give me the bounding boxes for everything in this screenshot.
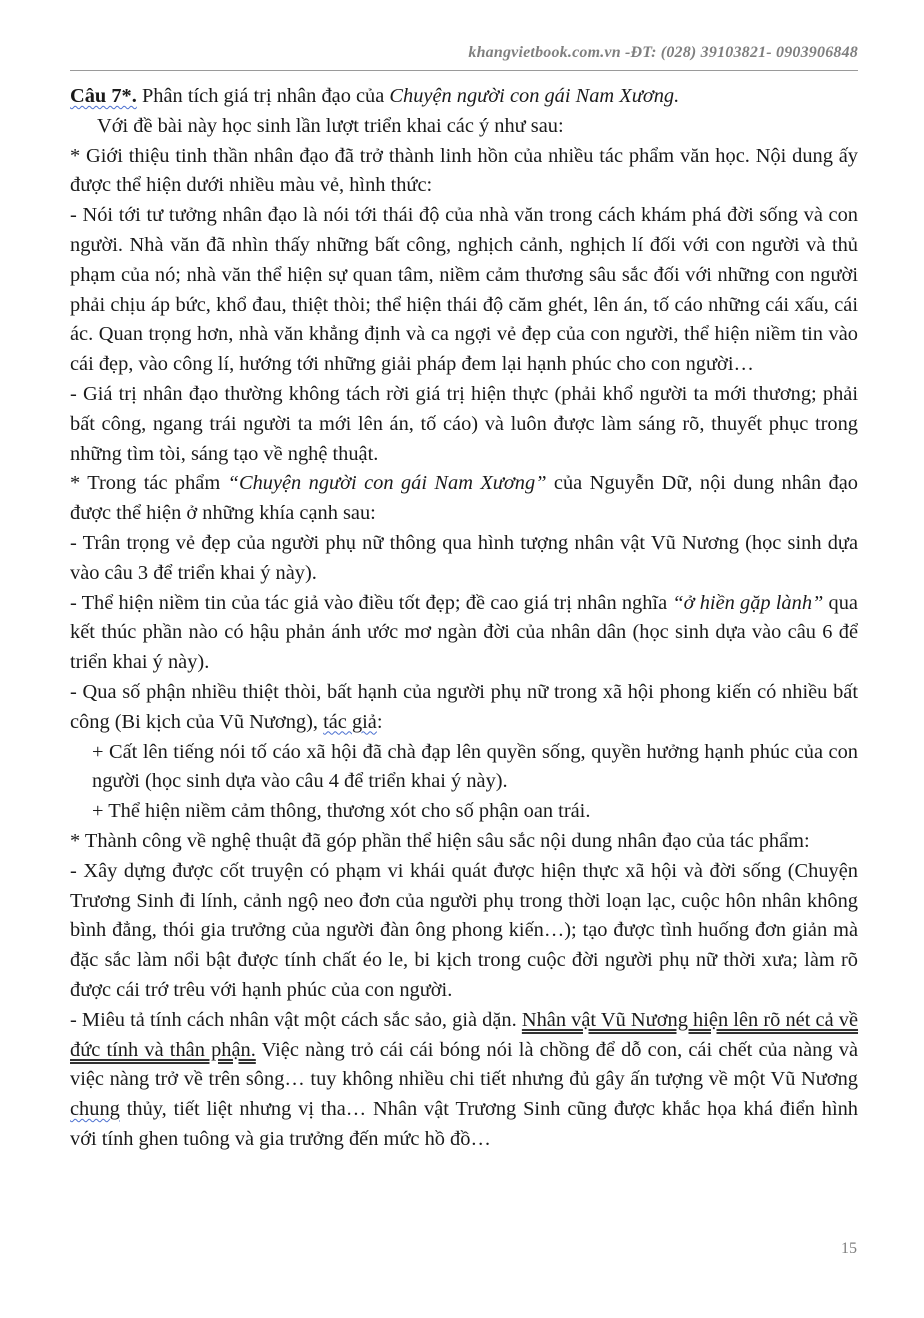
italic-quote: “ở hiền gặp lành” [672,591,824,614]
italic-work-title: “Chuyện người con gái Nam Xương” [227,472,547,495]
question-label: Câu 7*. [70,85,137,107]
document-body [70,82,858,1155]
text-segment: : [376,710,383,733]
paragraph-star-3: * Thành công về nghệ thuật đã góp phần thể hiện sâu sắc nội dung nhân đạo của tác phẩm: [70,829,810,852]
paragraph-dash-4 [70,589,858,678]
text-segment: - Thể hiện niềm tin của tác giả vào điều tốt đẹp; đề cao giá trị nhân nghĩa [70,591,673,614]
paragraph-intro: Với đề bài này học sinh lần lượt triển khai các ý như sau: [97,114,564,137]
paragraph-star-1: * Giới thiệu tinh thần nhân đạo đã trở thành linh hồn của nhiều tác phẩm văn học. Nội dung ấy được thể hiện dưới nhiều màu vẻ, hình thức: [70,144,858,197]
text-segment: Việc nàng trỏ cái cái bóng nói là chồng để dỗ con, cái chết của nàng và việc nàng trở về trên sông… tuy không nhiều chi tiết nhưng đủ gây ấn tượng về một Vũ Nương [70,1038,858,1091]
page-header: khangvietbook.com.vn -ĐT: (028) 39103821- 0903906848 [468,44,858,61]
text-segment: - Qua số phận nhiều thiệt thòi, bất hạnh của người phụ nữ trong xã hội phong kiến có nhiều bất công (Bi kịch của Vũ Nương), [70,680,858,733]
text-segment: - Miêu tả tính cách nhân vật một cách sắc sảo, già dặn. [70,1008,522,1031]
double-underlined-text: Nhân vật Vũ Nương hiện lên rõ nét cả về đức tính và thân phận. [70,1008,859,1061]
paragraph-dash-7 [70,1006,858,1155]
underlined-text: tác giả [323,710,377,733]
paragraph-plus-2: + Thể hiện niềm cảm thông, thương xót cho số phận oan trái. [92,800,591,823]
paragraph-dash-2: - Giá trị nhân đạo thường không tách rời giá trị hiện thực (phải khổ người ta mới thương; phải bất công, ngang trái người ta mới lên án, tố cáo) và luôn được làm sáng rõ, thuyết phục trong những tìm tòi, sáng tạo về nghệ thuật. [70,382,858,465]
question-text: Phân tích giá trị nhân đạo của [136,85,390,107]
paragraph-plus-1: + Cất lên tiếng nói tố cáo xã hội đã chà đạp lên quyền sống, quyền hưởng hạnh phúc của con người (học sinh dựa vào câu 4 để triển khai ý này). [92,740,858,793]
text-segment: của Nguyễn Dữ, nội dung nhân đạo được thể hiện ở những khía cạnh sau: [70,472,858,525]
underlined-text: chung [70,1098,120,1121]
paragraph-star-2 [70,469,858,529]
question-title [70,82,858,112]
paragraph-dash-1: - Nói tới tư tưởng nhân đạo là nói tới thái độ của nhà văn trong cách khám phá đời sống và con người. Nhà văn đã nhìn thấy những bất công, nghịch cảnh, nghịch lí đối với con người và thủ phạm của nó; nhà văn thể hiện sự quan tâm, niềm cảm thương sâu sắc đối với những con người phải chịu áp bức, khổ đau, thiệt thòi; thể hiện thái độ căm ghét, lên án, tố cáo những cái xấu, cái ác. Quan trọng hơn, nhà văn khẳng định và ca ngợi vẻ đẹp của con người, thể hiện niềm tin vào cái đẹp, vào công lí, hướng tới những giải pháp đem lại hạnh phúc cho con người… [70,204,858,376]
paragraph-dash-3: - Trân trọng vẻ đẹp của người phụ nữ thông qua hình tượng nhân vật Vũ Nương (học sinh dựa vào câu 3 để triển khai ý này). [70,531,858,584]
question-work-title: Chuyện người con gái Nam Xương. [389,85,680,107]
text-segment: * Trong tác phẩm [70,472,228,495]
text-segment: qua kết thúc phần nào có hậu phản ánh ước mơ ngàn đời của nhân dân (học sinh dựa vào câu 6 để triển khai ý này). [70,591,858,674]
page-number: 15 [841,1240,857,1257]
text-segment: thủy, tiết liệt nhưng vị tha… Nhân vật Trương Sinh cũng được khắc họa khá điển hình với tính ghen tuông và gia trưởng đến mức hồ đồ… [70,1098,858,1150]
paragraph-dash-5 [70,678,858,738]
paragraph-dash-6: - Xây dựng được cốt truyện có phạm vi khái quát được hiện thực xã hội và đời sống (Chuyện Trương Sinh đi lính, cảnh ngộ neo đơn của người phụ trong thời loạn lạc, cuộc hôn nhân không bình đẳng, thói gia trưởng của người đàn ông phong kiến…); tạo được tình huống đơn giản mà đặc sắc làm nổi bật được tính chất éo le, bi kịch trong cuộc đời người phụ nữ thời xưa; làm rõ được cái trớ trêu với hạnh phúc của con người. [70,859,858,1001]
header-divider [70,70,858,71]
